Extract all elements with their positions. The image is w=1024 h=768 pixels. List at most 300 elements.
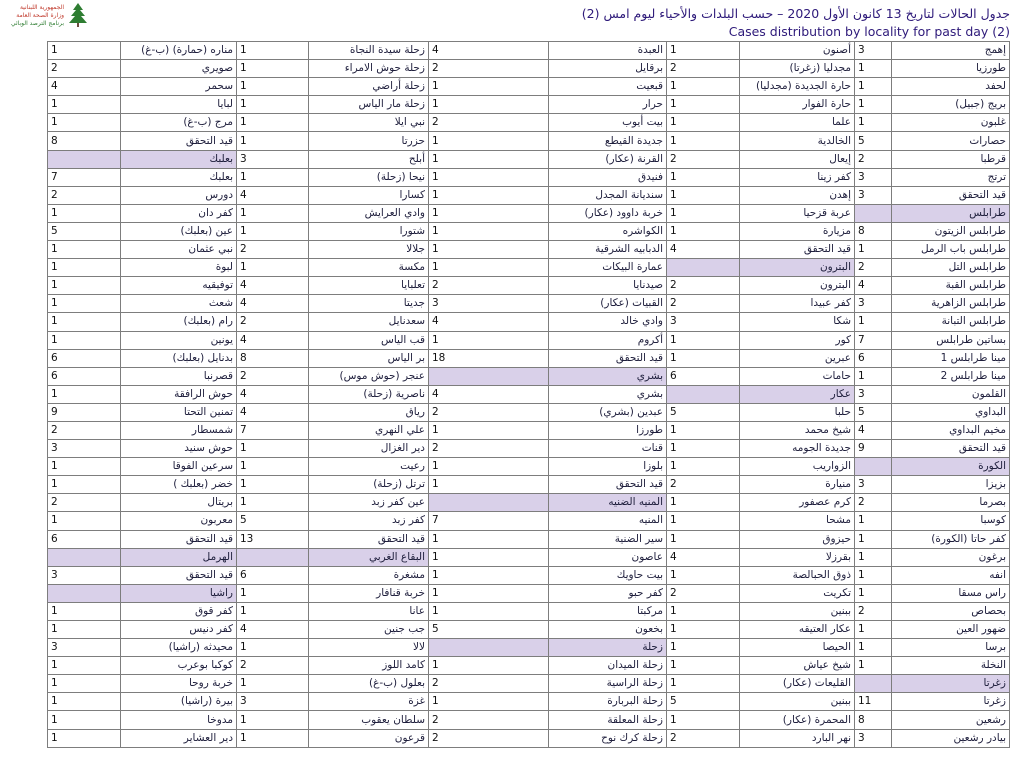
locality-name: طرابلس التبانة [892,313,1010,331]
locality-name: الزواريب [740,458,855,476]
district-header: بعلبك [121,150,237,168]
case-count: 2 [429,729,549,747]
case-count: 4 [237,186,309,204]
locality-name: بعلول (ب-غ) [309,675,429,693]
district-header: زغرتا [892,675,1010,693]
locality-name: نهر البارد [740,729,855,747]
locality-name: بيرة (راشيا) [121,693,237,711]
case-count: 1 [667,114,740,132]
case-count: 2 [429,711,549,729]
locality-name: حرار [549,96,667,114]
locality-name: بعلبك [121,168,237,186]
case-count: 3 [855,168,892,186]
case-count: 9 [855,440,892,458]
case-count: 1 [237,711,309,729]
case-count: 1 [429,458,549,476]
case-count: 2 [667,729,740,747]
case-count: 1 [429,204,549,222]
locality-name: منيارة [740,476,855,494]
locality-name: العبدة [549,42,667,60]
locality-name: علما [740,114,855,132]
case-count: 3 [855,476,892,494]
locality-name: زحلة أراضي [309,78,429,96]
locality-name: رياق [309,403,429,421]
locality-name: مزيارة [740,222,855,240]
locality-name: حوش الرافقة [121,385,237,403]
case-count: 1 [855,114,892,132]
locality-name: زحلة حوش الامراء [309,60,429,78]
case-count: 1 [667,566,740,584]
locality-name: قبعيت [549,78,667,96]
district-header: بشري [549,367,667,385]
case-count: 1 [237,602,309,620]
locality-name: الكواشره [549,222,667,240]
table-row [48,458,1010,476]
locality-name: قرطبا [892,150,1010,168]
case-count: 2 [429,675,549,693]
district-header: البقاع الغربي [309,548,429,566]
case-count: 1 [667,494,740,512]
locality-name: الحيصا [740,639,855,657]
locality-name: وادي خالد [549,313,667,331]
case-count: 1 [237,132,309,150]
locality-name: سنديانة المجدل [549,186,667,204]
locality-name: عنجر (حوش موس) [309,367,429,385]
locality-name: عمارة البيكات [549,259,667,277]
case-count: 1 [429,241,549,259]
locality-name: كور [740,331,855,349]
locality-name: كفر حبو [549,584,667,602]
case-count: 7 [48,168,121,186]
locality-name: قصرنبا [121,367,237,385]
case-count: 1 [429,78,549,96]
locality-name: برغون [892,548,1010,566]
case-count: 1 [237,78,309,96]
locality-name: زحلة البربارة [549,693,667,711]
case-count: 4 [429,42,549,60]
locality-name: حارة الفوار [740,96,855,114]
locality-name: المحمرة (عكار) [740,711,855,729]
case-count: 1 [48,693,121,711]
case-count: 1 [429,584,549,602]
locality-name: عبدين (بشري) [549,403,667,421]
case-count: 2 [429,277,549,295]
case-count: 1 [855,78,892,96]
case-count: 1 [667,331,740,349]
locality-name: جب جنين [309,621,429,639]
case-count [48,548,121,566]
case-count: 4 [855,421,892,439]
case-count: 1 [429,566,549,584]
case-count: 2 [48,494,121,512]
locality-name: مينا طرابلس 2 [892,367,1010,385]
case-count: 1 [237,494,309,512]
table-row [48,657,1010,675]
locality-name: طرابلس باب الرمل [892,241,1010,259]
locality-name: الخالدية [740,132,855,150]
locality-name: سحمر [121,78,237,96]
table-row [48,114,1010,132]
case-count: 1 [429,602,549,620]
case-count [667,385,740,403]
locality-name: مينا طرابلس 1 [892,349,1010,367]
case-count: 6 [48,530,121,548]
table-row [48,241,1010,259]
case-count: 9 [48,403,121,421]
case-count: 1 [667,78,740,96]
case-count: 4 [237,331,309,349]
locality-name: حلبا [740,403,855,421]
case-count: 1 [429,476,549,494]
table-row [48,639,1010,657]
district-header: راشيا [121,584,237,602]
locality-name: البترون [740,277,855,295]
locality-name: تعلبايا [309,277,429,295]
locality-name: أصنون [740,42,855,60]
case-count: 1 [667,639,740,657]
locality-name: خربة قنافار [309,584,429,602]
locality-name: قيد التحقق [892,186,1010,204]
table-row [48,566,1010,584]
locality-name: عربة قزحيا [740,204,855,222]
case-count: 1 [237,204,309,222]
district-header: طرابلس [892,204,1010,222]
locality-name: سعدنايل [309,313,429,331]
locality-name: جديتا [309,295,429,313]
locality-name: صيدنايا [549,277,667,295]
case-count: 7 [237,421,309,439]
locality-name: زحلة الراسية [549,675,667,693]
table-row [48,621,1010,639]
case-count: 1 [237,584,309,602]
locality-name: محيدثه (راشيا) [121,639,237,657]
locality-name: عاصون [549,548,667,566]
locality-name: كامد اللوز [309,657,429,675]
case-count: 4 [237,621,309,639]
locality-name: حوش سنيد [121,440,237,458]
locality-name: مركبتا [549,602,667,620]
case-count: 1 [855,657,892,675]
locality-name: مناره (حمارة) (ب-غ) [121,42,237,60]
locality-name: مرج (ب-غ) [121,114,237,132]
table-row [48,693,1010,711]
case-count: 1 [48,512,121,530]
locality-name: سير الضنية [549,530,667,548]
locality-name: سلطان يعقوب [309,711,429,729]
locality-name: عانا [309,602,429,620]
case-count: 1 [855,512,892,530]
table-row [48,367,1010,385]
locality-name: قيد التحقق [892,440,1010,458]
case-count: 11 [855,693,892,711]
case-count: 1 [429,548,549,566]
locality-name: بدنايل (بعلبك) [121,349,237,367]
locality-name: بخعون [549,621,667,639]
locality-name: طورزا [549,421,667,439]
locality-name: إهدن [740,186,855,204]
case-count [429,639,549,657]
case-count: 3 [237,693,309,711]
locality-name: كرم عصفور [740,494,855,512]
logo-line: برنامج الترصد الوبائي [10,20,64,27]
case-count: 1 [237,675,309,693]
case-count: 3 [855,186,892,204]
locality-name: قيد التحقق [121,566,237,584]
case-count: 6 [855,349,892,367]
case-count: 18 [429,349,549,367]
case-count: 3 [855,729,892,747]
case-count: 2 [855,602,892,620]
locality-name: توفيقيه [121,277,237,295]
case-count: 1 [429,259,549,277]
case-count: 1 [429,421,549,439]
case-count: 2 [429,60,549,78]
locality-name: طورزيا [892,60,1010,78]
case-count: 2 [237,657,309,675]
table-row [48,96,1010,114]
case-count: 1 [429,186,549,204]
locality-name: عين (بعلبك) [121,222,237,240]
case-count [855,458,892,476]
table-row [48,186,1010,204]
case-count: 5 [237,512,309,530]
case-count: 4 [855,277,892,295]
district-header: الكورة [892,458,1010,476]
case-count: 5 [855,132,892,150]
locality-name: طرابلس الزيتون [892,222,1010,240]
case-count [237,548,309,566]
locality-name: جديدة الجومه [740,440,855,458]
case-count: 2 [48,186,121,204]
case-count: 1 [48,241,121,259]
case-count: 1 [667,96,740,114]
locality-name: فنيدق [549,168,667,186]
case-count: 1 [855,566,892,584]
case-count: 1 [855,621,892,639]
case-count: 1 [48,277,121,295]
locality-name: رعيت [309,458,429,476]
locality-name: أبلح [309,150,429,168]
case-count: 2 [855,259,892,277]
locality-name: بصرما [892,494,1010,512]
case-count: 1 [48,675,121,693]
locality-name: قيد التحقق [549,349,667,367]
case-count: 7 [855,331,892,349]
case-count: 1 [667,657,740,675]
locality-name: زحلة مار الياس [309,96,429,114]
table-row [48,313,1010,331]
case-count: 1 [429,168,549,186]
table-row [48,349,1010,367]
case-count: 1 [667,222,740,240]
table-row [48,42,1010,60]
case-count: 1 [237,114,309,132]
locality-name: كوكبا بوعرب [121,657,237,675]
locality-name: كسارا [309,186,429,204]
locality-name: ذوق الحبالصة [740,566,855,584]
locality-name: ترتل (زحلة) [309,476,429,494]
locality-name: النخلة [892,657,1010,675]
table-row [48,60,1010,78]
case-count: 6 [667,367,740,385]
case-count: 4 [667,548,740,566]
locality-name: القبيات (عكار) [549,295,667,313]
case-count: 1 [48,729,121,747]
case-count: 2 [48,421,121,439]
table-row [48,675,1010,693]
table-row [48,204,1010,222]
locality-name: حامات [740,367,855,385]
locality-name: مجدليا (زغرتا) [740,60,855,78]
locality-name: بلوزا [549,458,667,476]
case-count: 1 [667,349,740,367]
locality-name: عبرين [740,349,855,367]
locality-name: مخيم البداوي [892,421,1010,439]
locality-name: بيادر رشعين [892,729,1010,747]
case-count: 1 [48,313,121,331]
locality-name: بيت أيوب [549,114,667,132]
case-count: 1 [429,657,549,675]
case-count: 3 [855,42,892,60]
locality-name: كفر عبيدا [740,295,855,313]
case-count: 2 [48,60,121,78]
locality-name: صويري [121,60,237,78]
case-count: 4 [429,385,549,403]
locality-name: زحلة سيدة النجاة [309,42,429,60]
logo-line: الجمهورية اللبنانية [19,4,64,11]
case-count: 1 [667,512,740,530]
district-header: البترون [740,259,855,277]
case-count: 1 [667,675,740,693]
locality-name: قنات [549,440,667,458]
locality-name: بريتال [121,494,237,512]
table-row [48,168,1010,186]
table-row [48,132,1010,150]
case-count: 4 [237,385,309,403]
case-count: 6 [48,367,121,385]
locality-name: كفر زبد [309,512,429,530]
locality-name: قيد التحقق [549,476,667,494]
case-count: 8 [855,222,892,240]
locality-name: تمنين التحتا [121,403,237,421]
locality-name: طرابلس القبة [892,277,1010,295]
locality-name: ناصرية (زحلة) [309,385,429,403]
table-row [48,385,1010,403]
locality-name: نيحا (زحلة) [309,168,429,186]
case-count: 4 [237,295,309,313]
case-count: 1 [237,60,309,78]
locality-name: طرابلس التل [892,259,1010,277]
locality-name: برسا [892,639,1010,657]
locality-name: كوسبا [892,512,1010,530]
locality-name: القلمون [892,385,1010,403]
case-count: 1 [667,602,740,620]
locality-name: شيخ محمد [740,421,855,439]
locality-name: ببنين [740,693,855,711]
case-count: 1 [855,639,892,657]
district-header: المنيه الضنيه [549,494,667,512]
case-count [429,494,549,512]
table-row [48,494,1010,512]
case-count: 1 [48,295,121,313]
case-count: 2 [429,440,549,458]
locality-name: شكا [740,313,855,331]
district-header: زحلة [549,639,667,657]
case-count [48,584,121,602]
locality-name: قيد التحقق [121,132,237,150]
district-header: الهرمل [121,548,237,566]
table-row [48,584,1010,602]
table-row [48,222,1010,240]
locality-name: زحلة كرك نوح [549,729,667,747]
case-count: 1 [667,186,740,204]
case-count: 3 [48,566,121,584]
table-row [48,512,1010,530]
table-row [48,277,1010,295]
locality-name: لبوة [121,259,237,277]
locality-name: مشغرة [309,566,429,584]
table-row [48,331,1010,349]
case-count: 4 [667,241,740,259]
locality-name: عين كفر زبد [309,494,429,512]
locality-name: بريج (جبيل) [892,96,1010,114]
locality-name: كفر دان [121,204,237,222]
locality-name: بر الياس [309,349,429,367]
case-count [855,675,892,693]
locality-name: زغرتا [892,693,1010,711]
case-count: 2 [429,114,549,132]
locality-name: شمسطار [121,421,237,439]
case-count: 2 [667,476,740,494]
case-count: 1 [237,259,309,277]
case-count: 1 [667,530,740,548]
case-count: 1 [237,639,309,657]
table-row [48,548,1010,566]
locality-name: غلبون [892,114,1010,132]
case-count: 5 [48,222,121,240]
case-count: 3 [48,440,121,458]
case-count: 1 [429,222,549,240]
locality-name: رشعين [892,711,1010,729]
locality-name: شعث [121,295,237,313]
table-row [48,421,1010,439]
locality-name: بشري [549,385,667,403]
locality-name: بزيزا [892,476,1010,494]
locality-name: دير العشاير [121,729,237,747]
locality-name: عكار العتيقه [740,621,855,639]
case-count: 1 [667,204,740,222]
locality-name: بحصاص [892,602,1010,620]
locality-name: الدبابيه الشرقية [549,241,667,259]
table-row [48,78,1010,96]
title-arabic: جدول الحالات لتاريخ 13 كانون الأول 2020 – حسب البلدات والأحياء ليوم امس (2) [581,6,1010,21]
locality-name: نبي عثمان [121,241,237,259]
case-count: 7 [429,512,549,530]
case-count: 1 [48,621,121,639]
case-count: 4 [429,313,549,331]
case-count: 1 [855,60,892,78]
case-count: 1 [237,476,309,494]
case-count: 1 [48,476,121,494]
case-count: 3 [855,295,892,313]
case-count: 1 [667,421,740,439]
locality-name: شتورا [309,222,429,240]
case-count: 1 [48,602,121,620]
case-count: 1 [429,530,549,548]
table-row [48,530,1010,548]
locality-name: خضر (بعلبك ) [121,476,237,494]
locality-name: نبي ايلا [309,114,429,132]
